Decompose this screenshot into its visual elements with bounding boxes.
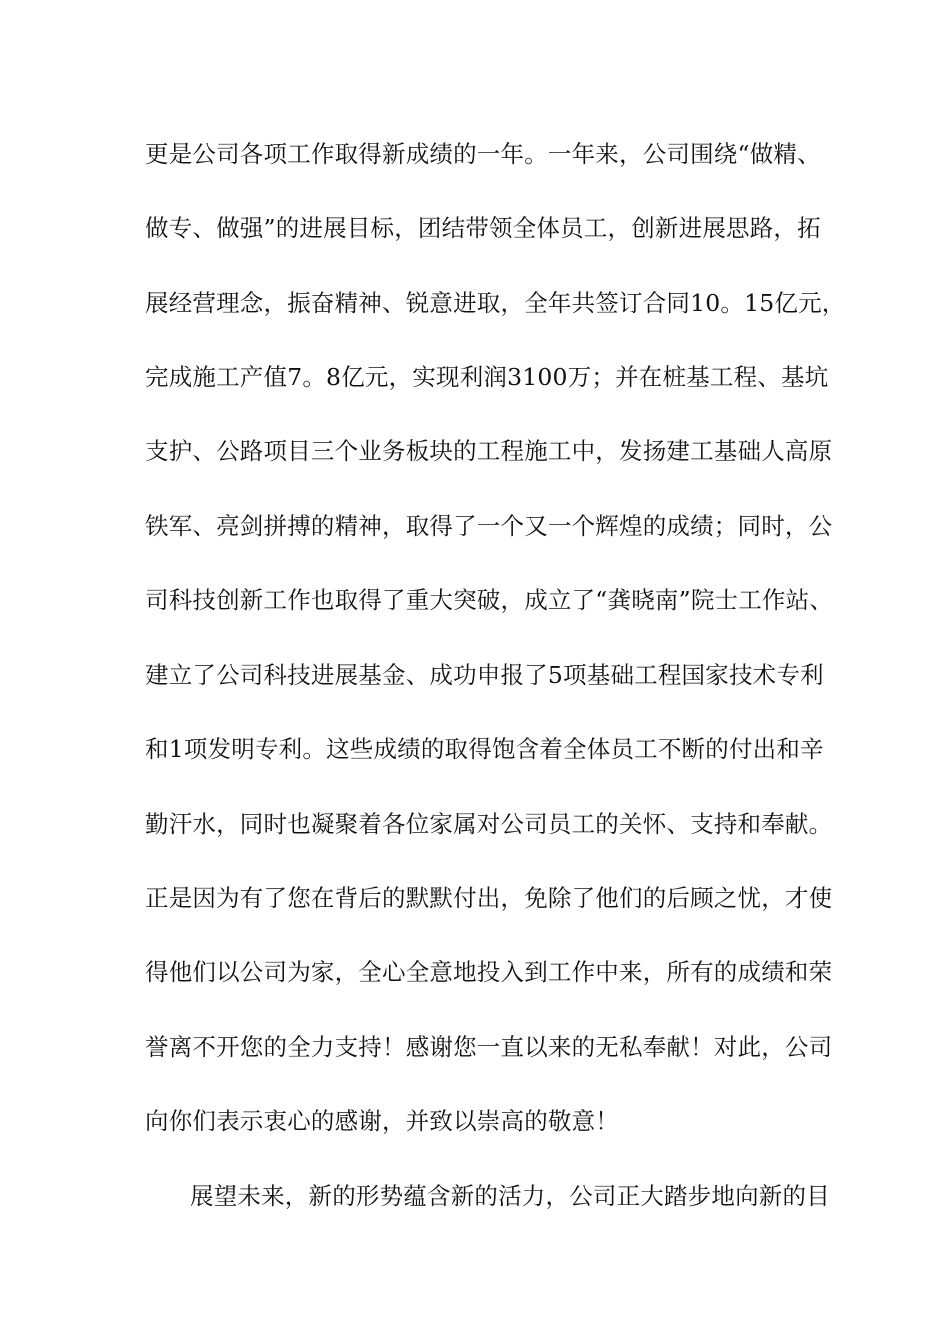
text-line: 勤汗水，同时也凝聚着各位家属对公司员工的关怀、支持和奉献。 bbox=[145, 810, 833, 838]
text-line: 完成施工产值7。8亿元，实现利润3100万；并在桩基工程、基坑 bbox=[145, 363, 829, 391]
text-line: 司科技创新工作也取得了重大突破，成立了“龚晓南”院士工作站、 bbox=[145, 586, 834, 614]
text-line: 和1项发明专利。这些成绩的取得饱含着全体员工不断的付出和辛 bbox=[145, 735, 824, 763]
text-line: 更是公司各项工作取得新成绩的一年。一年来，公司围绕“做精、 bbox=[145, 140, 821, 168]
text-line: 向你们表示衷心的感谢，并致以崇高的敬意！ bbox=[145, 1107, 619, 1135]
text-line: 正是因为有了您在背后的默默付出，免除了他们的后顾之忧，才使 bbox=[145, 884, 833, 912]
text-line: 展经营理念，振奋精神、锐意进取，全年共签订合同10。15亿元， bbox=[145, 289, 846, 317]
text-line: 誉离不开您的全力支持！感谢您一直以来的无私奉献！对此，公司 bbox=[145, 1033, 833, 1061]
text-line: 得他们以公司为家，全心全意地投入到工作中来，所有的成绩和荣 bbox=[145, 958, 833, 986]
text-line: 支护、公路项目三个业务板块的工程施工中，发扬建工基础人高原 bbox=[145, 437, 833, 465]
paragraph-first-line: 展望未来，新的形势蕴含新的活力，公司正大踏步地向新的目 bbox=[190, 1182, 830, 1210]
text-line: 建立了公司科技进展基金、成功申报了5项基础工程国家技术专利 bbox=[145, 661, 824, 689]
text-line: 做专、做强”的进展目标，团结带领全体员工，创新进展思路，拓 bbox=[145, 214, 821, 242]
text-line: 铁军、亮剑拼搏的精神，取得了一个又一个辉煌的成绩；同时，公 bbox=[145, 512, 833, 540]
